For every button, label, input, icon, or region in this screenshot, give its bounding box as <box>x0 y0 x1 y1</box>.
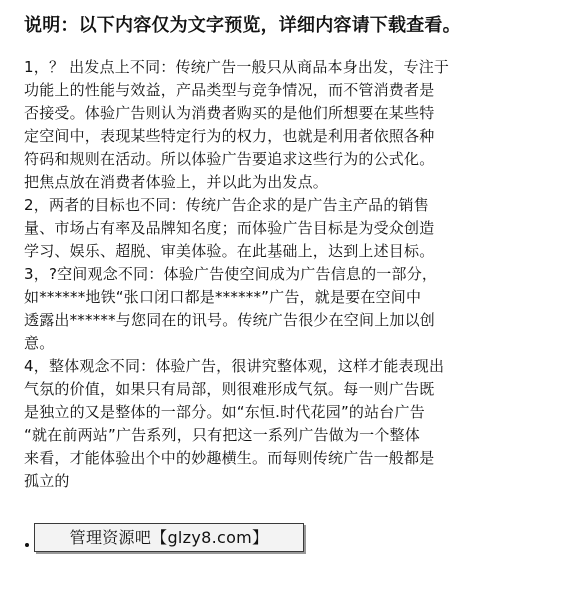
text-line: 4，整体观念不同：体验广告，很讲究整体观，这样才能表现出 <box>24 357 445 375</box>
text-line: 是独立的又是整体的一部分。如“东恒.时代花园”的站台广告 <box>24 403 425 421</box>
text-line: 1，？ 出发点上不同：传统广告一般只从商品本身出发，专注于 <box>24 58 450 76</box>
text-line: 定空间中，表现某些特定行为的权力，也就是利用者依照各种 <box>24 127 435 145</box>
text-line: 来看，才能体验出个中的妙趣横生。而每则传统广告一般都是 <box>24 449 435 467</box>
text-line-truncated: 孤立的 <box>24 472 70 490</box>
text-line: 符码和规则在活动。所以体验广告要追求这些行为的公式化。 <box>24 150 435 168</box>
text-line: 3，?空间观念不同：体验广告使空间成为广告信息的一部分， <box>24 265 438 283</box>
text-line: 否接受。体验广告则认为消费者购买的是他们所想要在某些特 <box>24 104 435 122</box>
document-body <box>24 56 554 490</box>
text-line: 把焦点放在消费者体验上，并以此为出发点。 <box>24 173 329 191</box>
text-line: 气氛的价值，如果只有局部，则很难形成气氛。每一则广告既 <box>24 380 435 398</box>
source-watermark-box: 管理资源吧【glzy8.com】 <box>34 523 304 552</box>
text-line: “就在前两站”广告系列，只有把这一系列广告做为一个整体 <box>24 426 420 444</box>
text-line: 2，两者的目标也不同：传统广告企求的是广告主产品的销售 <box>24 196 429 214</box>
text-line: 量、市场占有率及品牌知名度；而体验广告目标是为受众创造 <box>24 219 435 237</box>
text-line: 意。 <box>24 334 55 352</box>
preview-notice: 说明：以下内容仅为文字预览，详细内容请下载查看。 <box>24 15 461 36</box>
text-line: 功能上的性能与效益，产品类型与竞争情况，而不管消费者是 <box>24 81 435 99</box>
text-line: 学习、娱乐、超脱、审美体验。在此基础上，达到上述目标。 <box>24 242 435 260</box>
bullet-dot <box>25 543 29 547</box>
text-line: 如******地铁“张口闭口都是******”广告，就是要在空间中 <box>24 288 422 306</box>
text-line: 透露出******与您同在的讯号。传统广告很少在空间上加以创 <box>24 311 436 329</box>
